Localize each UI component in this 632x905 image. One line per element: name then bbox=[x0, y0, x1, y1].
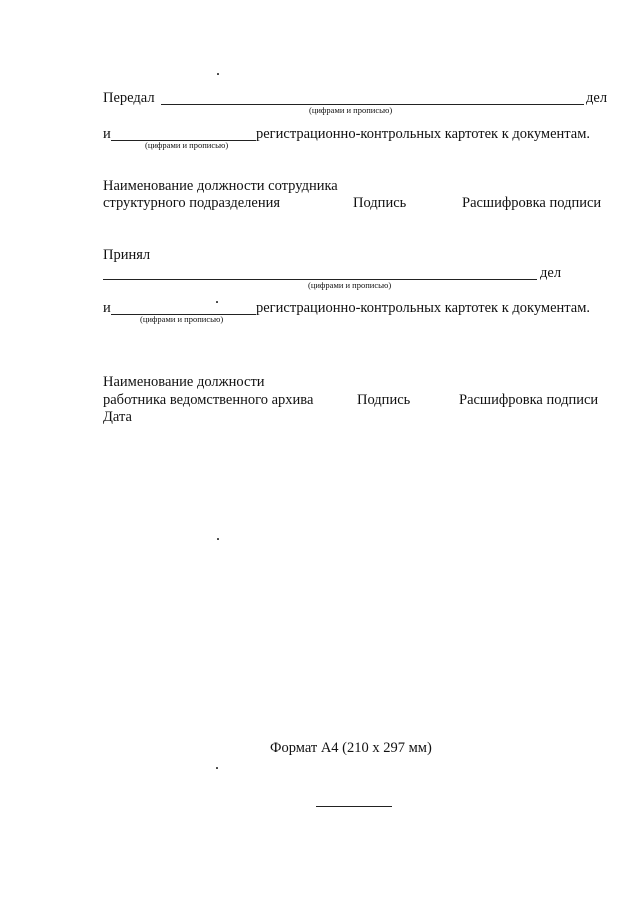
accepted-label: Принял bbox=[103, 247, 151, 263]
handed-cases-suffix: дел bbox=[586, 90, 608, 106]
accepted-cards-text: регистрационно-контрольных картотек к документам. bbox=[256, 300, 591, 316]
sender-position-line2: структурного подразделения bbox=[103, 195, 281, 211]
receiver-position-line1: Наименование должности bbox=[103, 374, 265, 390]
stray-dot bbox=[217, 73, 219, 75]
accepted-cases-suffix: дел bbox=[540, 265, 562, 281]
accepted-and-label: и bbox=[103, 300, 111, 316]
handed-label: Передал bbox=[103, 90, 155, 106]
handed-cards-numbers-hint: (цифрами и прописью) bbox=[145, 140, 229, 150]
stray-dot bbox=[217, 538, 219, 540]
handed-and-label: и bbox=[103, 126, 111, 142]
handed-cards-text: регистрационно-контрольных картотек к документам. bbox=[256, 126, 591, 142]
footer-rule bbox=[316, 806, 392, 807]
receiver-date-label: Дата bbox=[103, 409, 132, 425]
sender-decoding-label: Расшифровка подписи bbox=[462, 195, 602, 211]
sender-signature-label: Подпись bbox=[353, 195, 407, 211]
receiver-signature-label: Подпись bbox=[357, 392, 411, 408]
stray-dot bbox=[216, 301, 218, 303]
accepted-numbers-hint: (цифрами и прописью) bbox=[308, 280, 392, 290]
sender-position-line1: Наименование должности сотрудника bbox=[103, 178, 338, 194]
accepted-cards-numbers-hint: (цифрами и прописью) bbox=[140, 314, 224, 324]
format-caption: Формат А4 (210 х 297 мм) bbox=[270, 740, 432, 756]
receiver-decoding-label: Расшифровка подписи bbox=[459, 392, 599, 408]
stray-dot bbox=[216, 767, 218, 769]
handed-numbers-hint: (цифрами и прописью) bbox=[309, 105, 393, 115]
receiver-position-line2: работника ведомственного архива bbox=[103, 392, 314, 408]
